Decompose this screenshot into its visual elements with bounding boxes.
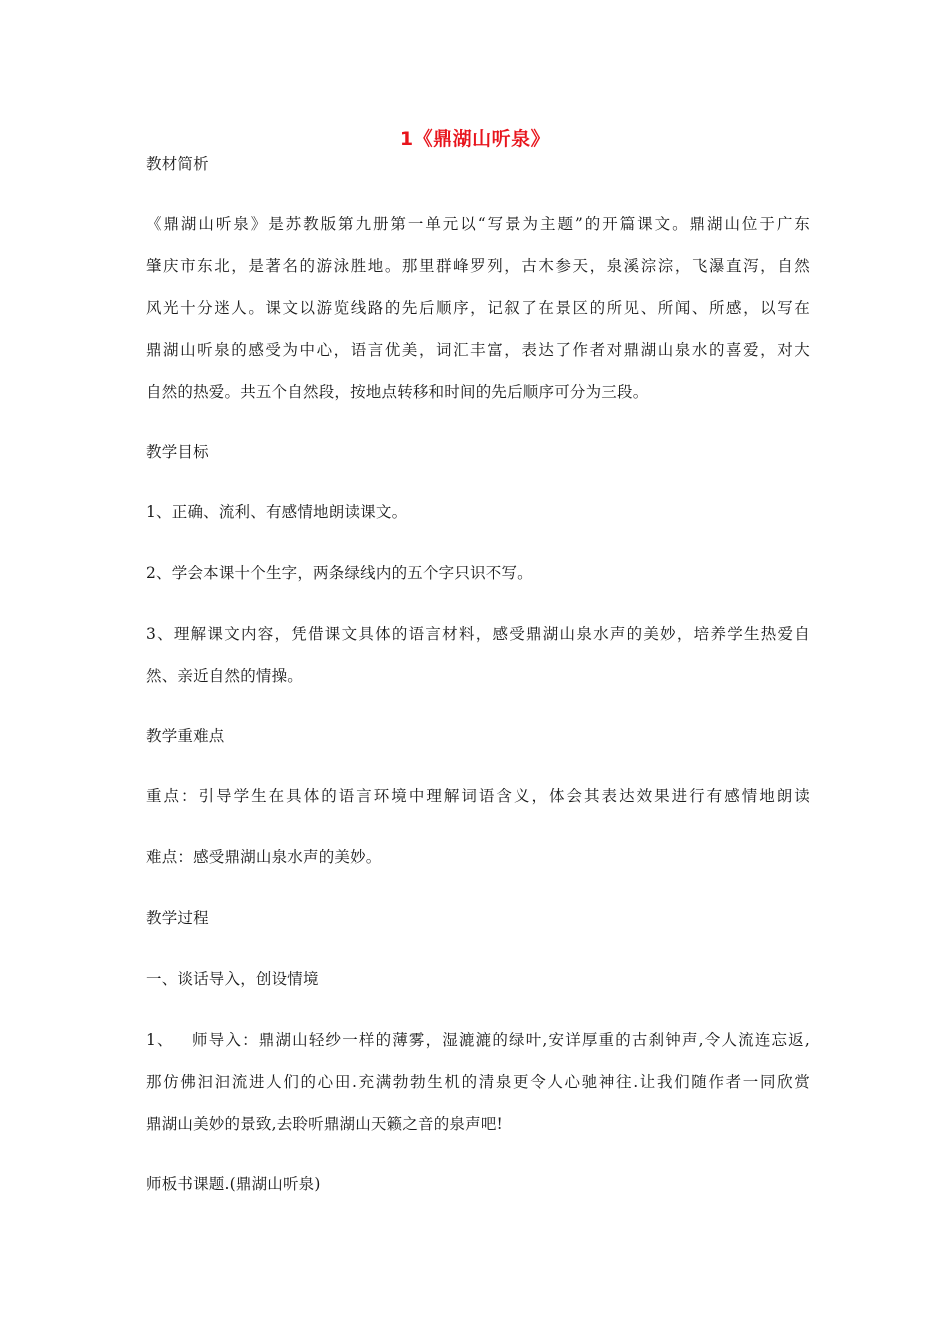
analysis-heading: 教材简析 [146,155,209,173]
analysis-line-5: 自然的热爱。共五个自然段，按地点转移和时间的先后顺序可分为三段。 [146,383,649,401]
document-title: 1《鼎湖山听泉》 [399,128,551,150]
board-note: 师板书课题.(鼎湖山听泉) [146,1175,321,1193]
analysis-line-1: 《鼎湖山听泉》是苏教版第九册第一单元以“写景为主题”的开篇课文。鼎湖山位于广东 [146,215,810,233]
goal-3-line-1: 3、理解课文内容，凭借课文具体的语言材料，感受鼎湖山泉水声的美妙，培养学生热爱自 [146,625,810,643]
goal-3-line-2: 然、亲近自然的情操。 [146,667,304,685]
step-1-line-3: 鼎湖山美妙的景致,去聆听鼎湖山天籁之音的泉声吧! [146,1115,503,1133]
keypoints-heading: 教学重难点 [146,727,225,745]
analysis-line-4: 鼎湖山听泉的感受为中心，语言优美，词汇丰富，表达了作者对鼎湖山泉水的喜爱，对大 [146,341,810,359]
step-1-heading: 一、谈话导入，创设情境 [146,970,319,988]
process-heading: 教学过程 [146,909,209,927]
difficult-point: 难点：感受鼎湖山泉水声的美妙。 [146,848,382,866]
step-1-line-2: 那仿佛汩汩流进人们的心田.充满勃勃生机的清泉更令人心驰神往.让我们随作者一同欣赏 [146,1073,810,1091]
step-1-line-1: 1、 师导入：鼎湖山轻纱一样的薄雾，湿漉漉的绿叶,安详厚重的古刹钟声,令人流连忘返, [146,1031,810,1049]
key-point: 重点：引导学生在具体的语言环境中理解词语含义，体会其表达效果进行有感情地朗读 [146,787,810,805]
analysis-line-2: 肇庆市东北，是著名的游泳胜地。那里群峰罗列，古木参天，泉溪淙淙，飞瀑直泻，自然 [146,257,810,275]
goal-1: 1、正确、流利、有感情地朗读课文。 [146,503,408,521]
goals-heading: 教学目标 [146,443,209,461]
analysis-line-3: 风光十分迷人。课文以游览线路的先后顺序，记叙了在景区的所见、所闻、所感，以写在 [146,299,810,317]
goal-2: 2、学会本课十个生字，两条绿线内的五个字只识不写。 [146,564,533,582]
